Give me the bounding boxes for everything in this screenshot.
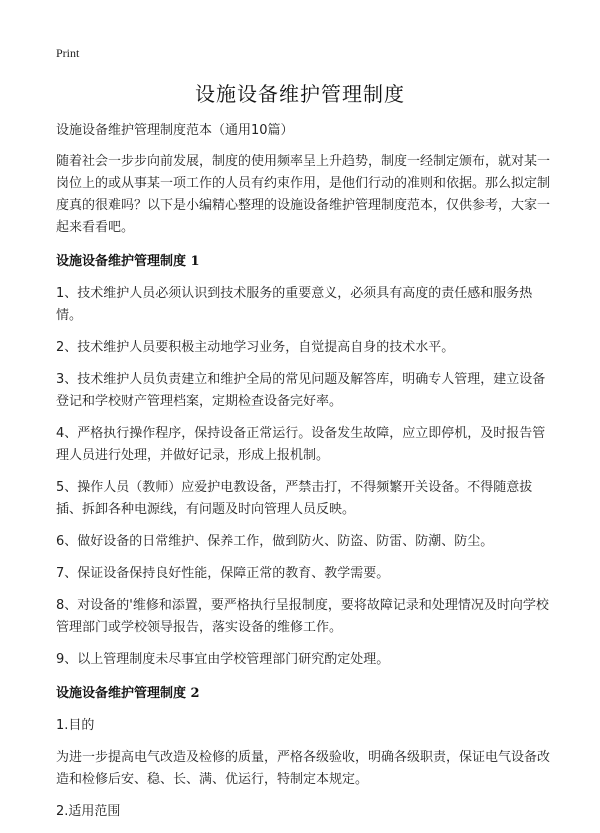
print-label: Print xyxy=(56,46,80,60)
section-1 xyxy=(56,251,552,671)
list-item: 6、做好设备的日常维护、保养工作，做到防火、防盗、防雷、防潮、防尘。 xyxy=(56,534,494,549)
list-item: 8、对设备的'维修和添置，要严格执行呈报制度，要将故障记录和处理情况及时向学校管理部门或学校领导报告，落实设备的维修工作。 xyxy=(56,598,549,635)
list-item: 4、严格执行操作程序，保持设备正常运行。设备发生故障，应立即停机，及时报告管理人员进行处理，并做好记录，形成上报机制。 xyxy=(56,426,546,463)
list-item: 5、操作人员（教师）应爱护电教设备，严禁击打，不得频繁开关设备。不得随意拔插、拆卸各种电源线，有问题及时向管理人员反映。 xyxy=(56,480,533,517)
document-subtitle: 设施设备维护管理制度范本（通用10篇） xyxy=(56,123,294,138)
page-title: 设施设备维护管理制度 xyxy=(195,82,405,106)
section-2 xyxy=(56,683,552,823)
list-item: 1、技术维护人员必须认识到技术服务的重要意义，必须具有高度的责任感和服务热情。 xyxy=(56,286,533,323)
list-item: 7、保证设备保持良好性能，保障正常的教育、教学需要。 xyxy=(56,566,390,581)
intro-paragraph: 随着社会一步步向前发展，制度的使用频率呈上升趋势，制度一经制定颁布，就对某一岗位上的或从事某一项工作的人员有约束作用，是他们行动的准则和依据。那么拟定制度真的很难吗？以下是小编精心整理的设施设备维护管理制度范本，仅供参考，大家一起来看看吧。 xyxy=(56,154,551,235)
section-heading: 设施设备维护管理制度 2 xyxy=(56,686,200,701)
document-body xyxy=(56,120,552,833)
list-item: 2、技术维护人员要积极主动地学习业务，自觉提高自身的技术水平。 xyxy=(56,340,455,355)
list-item: 3、技术维护人员负责建立和维护全局的常见问题及解答库，明确专人管理，建立设备登记和学校财产管理档案，定期检查设备完好率。 xyxy=(56,372,546,409)
purpose-text: 为进一步提高电气改造及检修的质量，严格各级验收，明确各级职责，保证电气设备改造和检修后安、稳、长、满、优运行，特制定本规定。 xyxy=(56,750,551,787)
section-heading: 设施设备维护管理制度 1 xyxy=(56,254,200,269)
list-item: 9、以上管理制度未尽事宜由学校管理部门研究酌定处理。 xyxy=(56,652,390,667)
scope-title: 2.适用范围 xyxy=(56,804,121,819)
purpose-title: 1.目的 xyxy=(56,718,95,733)
